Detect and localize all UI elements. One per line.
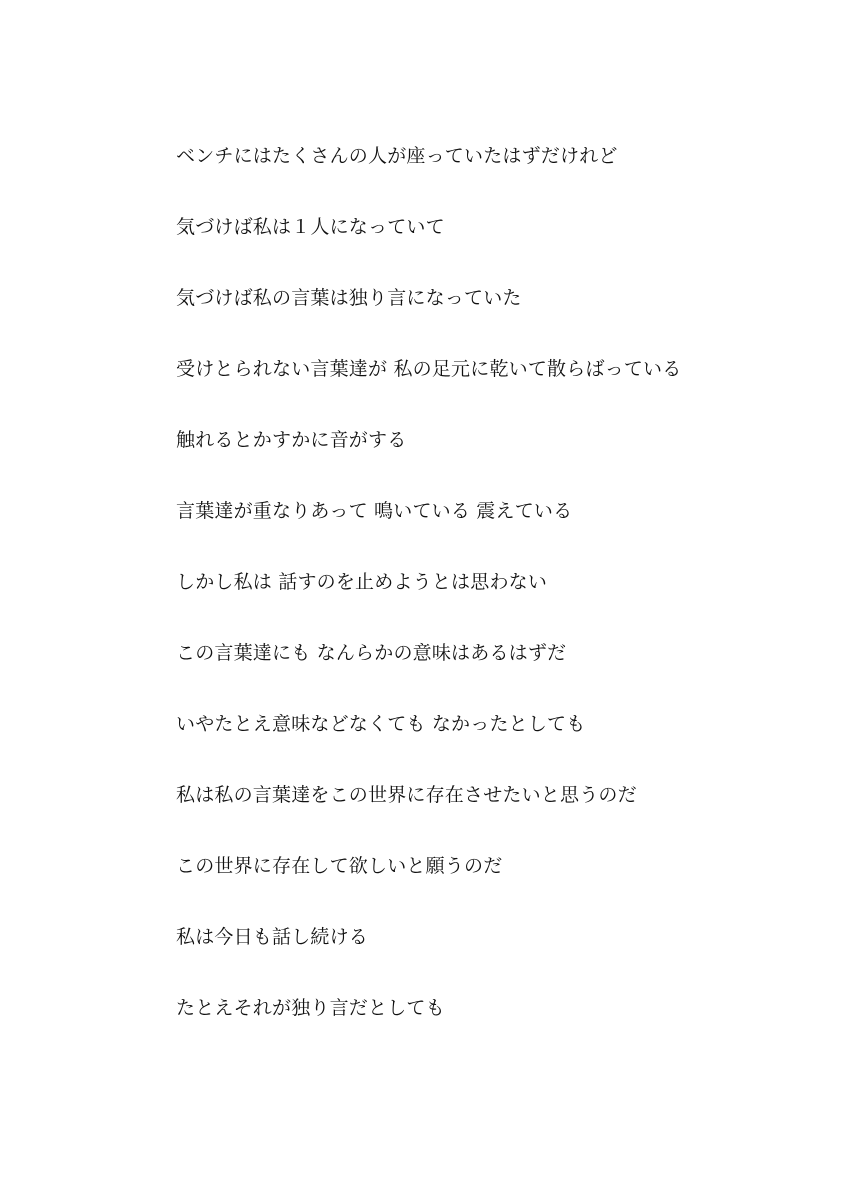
poem-text (176, 141, 681, 1064)
poem-line: たとえそれが独り言だとしても (176, 997, 445, 1019)
poem-line: 私は私の言葉達をこの世界に存在させたいと思うのだ (176, 784, 637, 806)
poem-line: 言葉達が重なりあって 鳴いている 震えている (176, 500, 573, 522)
poem-line: この言葉達にも なんらかの意味はあるはずだ (176, 642, 567, 664)
poem-line: しかし私は 話すのを止めようとは思わない (176, 571, 548, 593)
poem-line: いやたとえ意味などなくても なかったとしても (176, 713, 586, 735)
poem-line: 触れるとかすかに音がする (176, 429, 407, 451)
poem-line: この世界に存在して欲しいと願うのだ (176, 855, 503, 877)
poem-line: 受けとられない言葉達が 私の足元に乾いて散らばっている (176, 358, 682, 380)
poem-line: 私は今日も話し続ける (176, 926, 369, 948)
poem-line: ベンチにはたくさんの人が座っていたはずだけれど (176, 145, 618, 167)
poem-line: 気づけば私は１人になっていて (176, 216, 445, 238)
poem-line: 気づけば私の言葉は独り言になっていた (176, 287, 522, 309)
